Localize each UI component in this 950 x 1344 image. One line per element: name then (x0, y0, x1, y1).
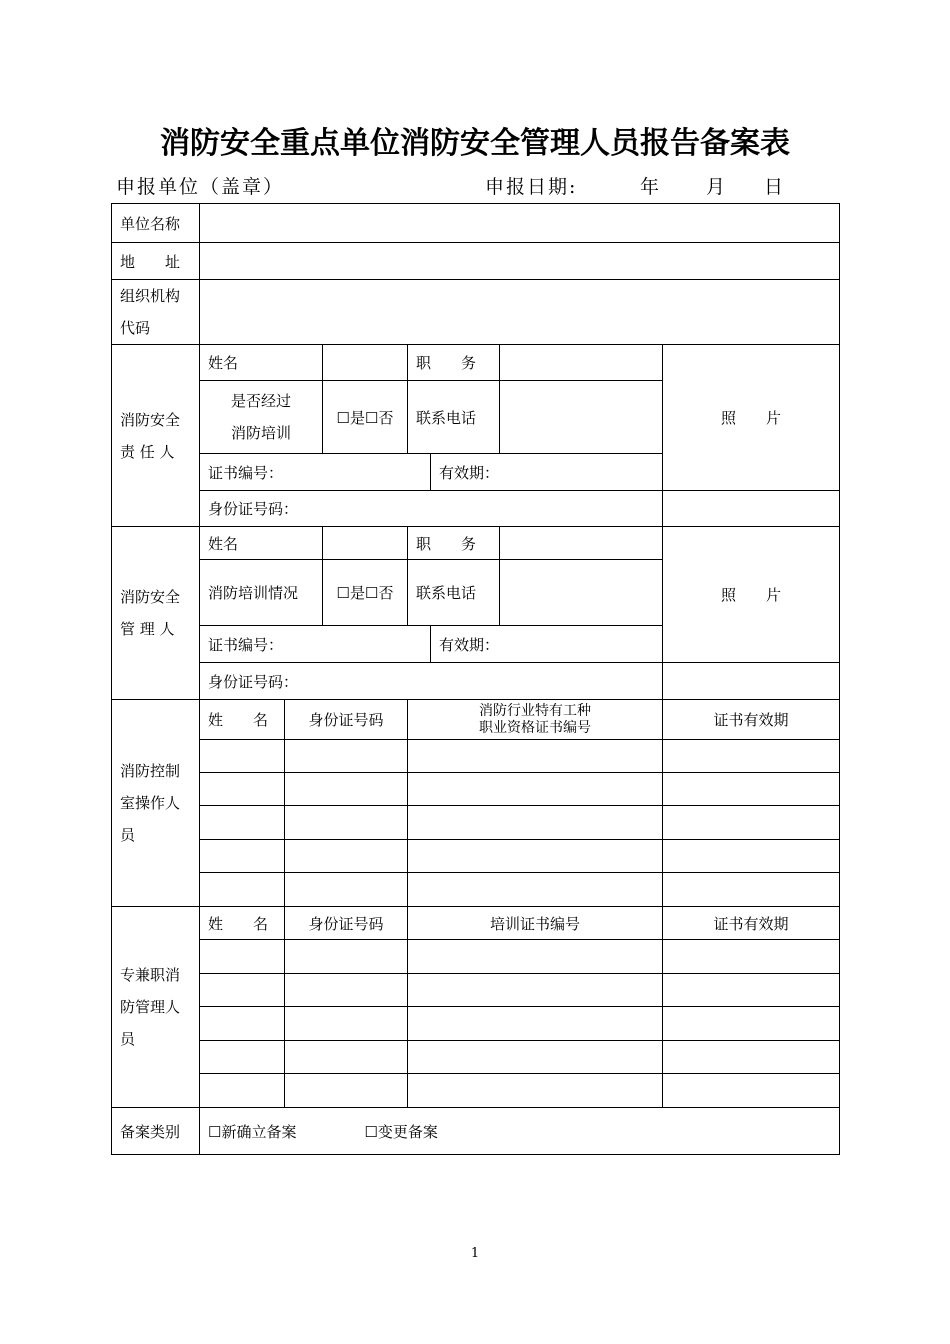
fire-mgmt-col-name: 姓 名 (200, 907, 285, 940)
fire-mgmt-id-cell[interactable] (285, 1074, 408, 1108)
table-row (112, 773, 840, 806)
control-room-col-id: 身份证号码 (285, 700, 408, 740)
control-room-validity-cell[interactable] (663, 773, 840, 806)
manager-position-field[interactable] (500, 527, 663, 560)
fire-mgmt-col-id: 身份证号码 (285, 907, 408, 940)
address-label: 地 址 (112, 243, 200, 280)
fire-mgmt-cert-cell[interactable] (408, 974, 663, 1007)
page-number: 1 (470, 1246, 480, 1261)
responsible-cert-no-field[interactable]: 证书编号： (200, 454, 431, 491)
control-room-validity-cell[interactable] (663, 740, 840, 773)
org-code-label: 组织机构 代码 (112, 280, 200, 345)
control-room-cert-cell[interactable] (408, 773, 663, 806)
declaring-unit-label: 申报单位（盖章） (116, 176, 285, 198)
table-row (112, 1007, 840, 1041)
fire-mgmt-id-cell[interactable] (285, 940, 408, 974)
responsible-validity-field[interactable]: 有效期： (431, 454, 663, 491)
fire-mgmt-cert-cell[interactable] (408, 1041, 663, 1074)
fire-mgmt-col-cert: 培训证书编号 (408, 907, 663, 940)
responsible-position-label: 职 务 (408, 345, 500, 381)
fire-mgmt-validity-cell[interactable] (663, 1074, 840, 1108)
filing-change-checkbox[interactable]: ☐变更备案 (364, 1122, 438, 1141)
control-room-name-cell[interactable] (200, 740, 285, 773)
control-room-section-label: 消防控制 室操作人 员 (112, 700, 200, 907)
manager-extra-cell (663, 663, 840, 700)
table-row (112, 1041, 840, 1074)
fire-mgmt-cert-cell[interactable] (408, 1074, 663, 1108)
table-row (112, 840, 840, 873)
fire-mgmt-validity-cell[interactable] (663, 1007, 840, 1041)
table-row (112, 806, 840, 840)
control-room-id-cell[interactable] (285, 840, 408, 873)
responsible-phone-field[interactable] (500, 381, 663, 454)
control-room-name-cell[interactable] (200, 840, 285, 873)
manager-training-label: 消防培训情况 (200, 560, 323, 626)
responsible-name-field[interactable] (323, 345, 408, 381)
fire-mgmt-validity-cell[interactable] (663, 940, 840, 974)
manager-phone-field[interactable] (500, 560, 663, 626)
table-row (112, 740, 840, 773)
fire-mgmt-id-cell[interactable] (285, 974, 408, 1007)
responsible-photo-box: 照 片 (663, 345, 840, 491)
fire-mgmt-cert-cell[interactable] (408, 1007, 663, 1041)
control-room-cert-cell[interactable] (408, 740, 663, 773)
filing-category-label: 备案类别 (112, 1108, 200, 1155)
date-month-label: 月 (706, 176, 728, 198)
declaration-date-label: 申报日期: (485, 176, 578, 198)
unit-name-label: 单位名称 (112, 204, 200, 243)
manager-id-no-field[interactable]: 身份证号码： (200, 663, 663, 700)
manager-training-checkbox[interactable]: ☐是☐否 (323, 560, 408, 626)
filing-category-options (200, 1108, 840, 1155)
page-title: 消防安全重点单位消防安全管理人员报告备案表 (160, 126, 790, 161)
address-field[interactable] (200, 243, 840, 280)
fire-mgmt-section-label: 专兼职消 防管理人 员 (112, 907, 200, 1108)
filing-form-table (111, 203, 840, 1155)
responsible-training-checkbox[interactable]: ☐是☐否 (323, 381, 408, 454)
control-room-id-cell[interactable] (285, 873, 408, 907)
control-room-id-cell[interactable] (285, 740, 408, 773)
fire-mgmt-name-cell[interactable] (200, 940, 285, 974)
manager-position-label: 职 务 (408, 527, 500, 560)
responsible-id-no-field[interactable]: 身份证号码： (200, 491, 663, 527)
control-room-id-cell[interactable] (285, 806, 408, 840)
responsible-phone-label: 联系电话 (408, 381, 500, 454)
control-room-cert-cell[interactable] (408, 840, 663, 873)
manager-section-label: 消防安全 管 理 人 (112, 527, 200, 700)
fire-mgmt-validity-cell[interactable] (663, 1041, 840, 1074)
control-room-name-cell[interactable] (200, 873, 285, 907)
manager-name-label: 姓名 (200, 527, 323, 560)
control-room-col-name: 姓 名 (200, 700, 285, 740)
responsible-extra-cell (663, 491, 840, 527)
fire-mgmt-id-cell[interactable] (285, 1041, 408, 1074)
filing-new-checkbox[interactable]: ☐新确立备案 (208, 1122, 297, 1141)
manager-photo-box: 照 片 (663, 527, 840, 663)
org-code-field[interactable] (200, 280, 840, 345)
table-row (112, 974, 840, 1007)
fire-mgmt-id-cell[interactable] (285, 1007, 408, 1041)
table-row (112, 1074, 840, 1108)
fire-mgmt-cert-cell[interactable] (408, 940, 663, 974)
control-room-cert-cell[interactable] (408, 873, 663, 907)
responsible-position-field[interactable] (500, 345, 663, 381)
fire-mgmt-name-cell[interactable] (200, 1041, 285, 1074)
fire-mgmt-validity-cell[interactable] (663, 974, 840, 1007)
responsible-person-section-label: 消防安全 责 任 人 (112, 345, 200, 527)
control-room-cert-cell[interactable] (408, 806, 663, 840)
manager-cert-no-field[interactable]: 证书编号： (200, 626, 431, 663)
manager-name-field[interactable] (323, 527, 408, 560)
control-room-col-validity: 证书有效期 (663, 700, 840, 740)
table-row (112, 940, 840, 974)
table-row (112, 873, 840, 907)
unit-name-field[interactable] (200, 204, 840, 243)
fire-mgmt-name-cell[interactable] (200, 974, 285, 1007)
control-room-name-cell[interactable] (200, 806, 285, 840)
control-room-name-cell[interactable] (200, 773, 285, 806)
responsible-name-label: 姓名 (200, 345, 323, 381)
control-room-validity-cell[interactable] (663, 873, 840, 907)
date-year-label: 年 (640, 176, 662, 198)
date-day-label: 日 (764, 176, 786, 198)
manager-validity-field[interactable]: 有效期： (431, 626, 663, 663)
control-room-col-cert: 消防行业特有工种 职业资格证书编号 (408, 700, 663, 740)
responsible-training-label: 是否经过 消防培训 (200, 381, 323, 454)
control-room-id-cell[interactable] (285, 773, 408, 806)
fire-mgmt-col-validity: 证书有效期 (663, 907, 840, 940)
control-room-validity-cell[interactable] (663, 840, 840, 873)
control-room-validity-cell[interactable] (663, 806, 840, 840)
fire-mgmt-name-cell[interactable] (200, 1007, 285, 1041)
fire-mgmt-name-cell[interactable] (200, 1074, 285, 1108)
manager-phone-label: 联系电话 (408, 560, 500, 626)
